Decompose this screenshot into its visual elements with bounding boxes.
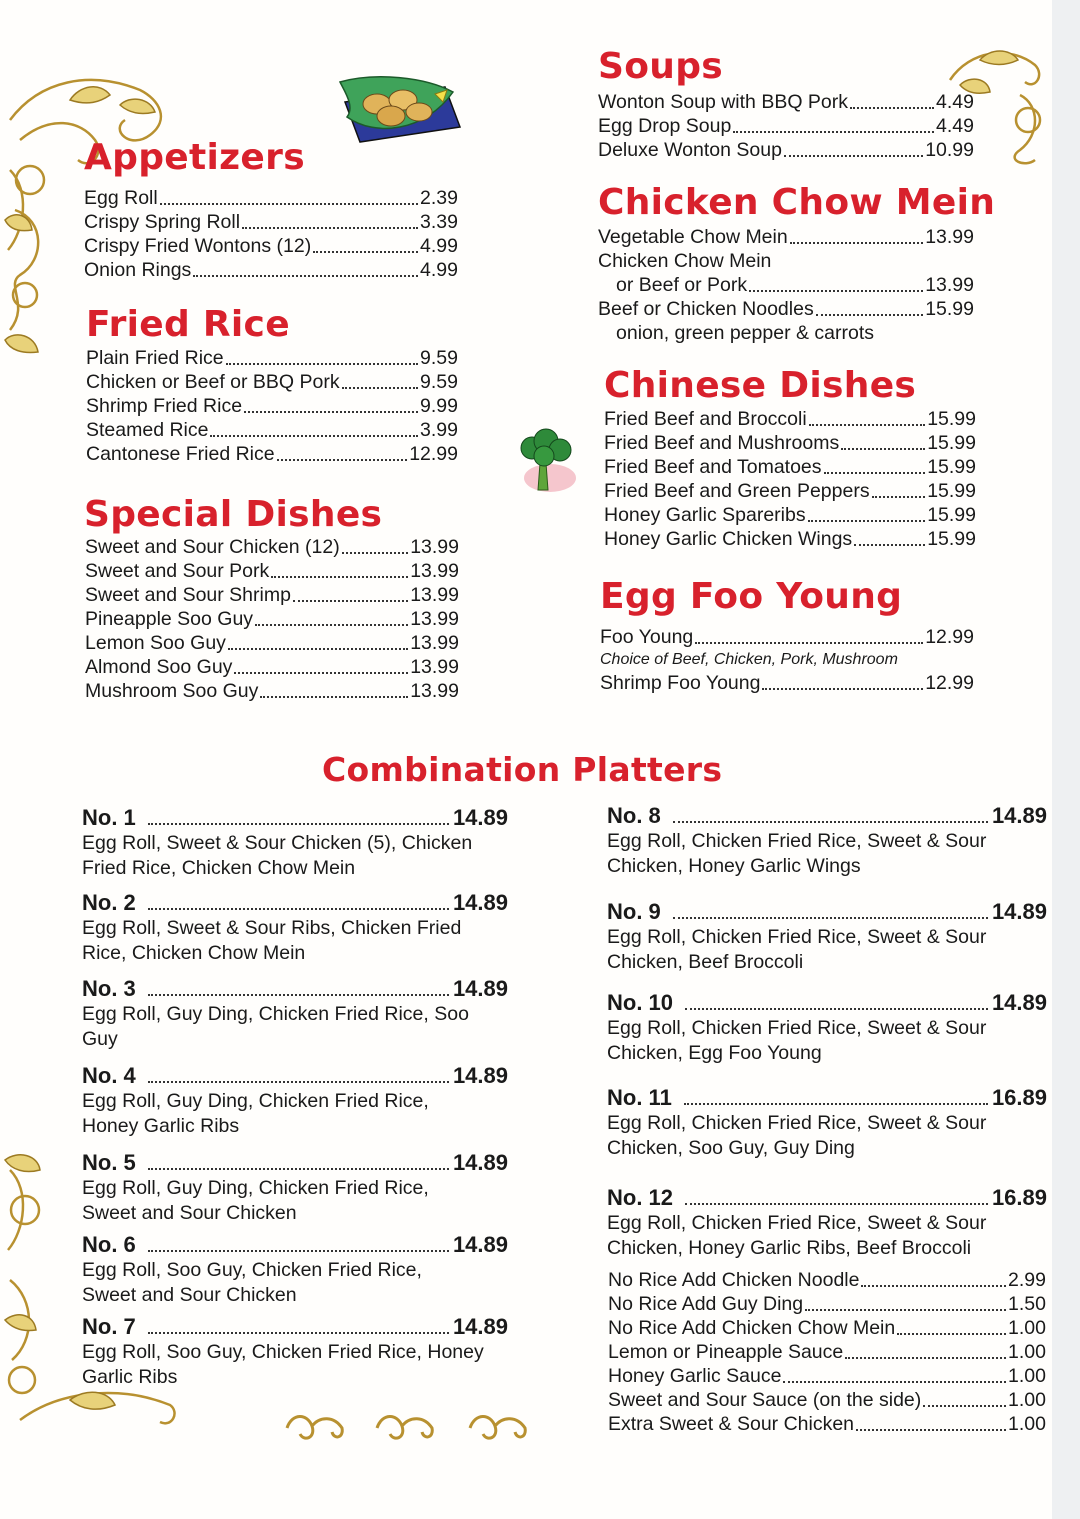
combo-platter: No. 1 14.89 Egg Roll, Sweet & Sour Chicken (5), Chicken Fried Rice, Chicken Chow Mein bbox=[82, 805, 508, 879]
menu-item: Sweet and Sour Sauce (on the side) 1.00 bbox=[608, 1389, 1046, 1411]
special-dishes-heading: Special Dishes bbox=[84, 494, 383, 535]
menu-item: Sweet and Sour Shrimp 13.99 bbox=[85, 584, 459, 606]
menu-item: Beef or Chicken Noodles 15.99 bbox=[598, 298, 974, 320]
menu-item: Deluxe Wonton Soup 10.99 bbox=[598, 139, 974, 161]
appetizers-list bbox=[84, 186, 458, 282]
menu-item: Almond Soo Guy 13.99 bbox=[85, 656, 459, 678]
fried-rice-list bbox=[86, 346, 458, 466]
menu-item: Lemon or Pineapple Sauce 1.00 bbox=[608, 1341, 1046, 1363]
combo-platter: No. 5 14.89 Egg Roll, Guy Ding, Chicken Fried Rice, Sweet and Sour Chicken bbox=[82, 1150, 508, 1224]
combination-platters-heading: Combination Platters bbox=[322, 750, 723, 789]
menu-item: Fried Beef and Tomatoes 15.99 bbox=[604, 456, 976, 478]
chinese-dishes-list bbox=[604, 407, 976, 551]
menu-item: Egg Roll 2.39 bbox=[84, 187, 458, 209]
special-dishes-list bbox=[85, 535, 459, 703]
menu-item: Honey Garlic Spareribs 15.99 bbox=[604, 504, 976, 526]
chow-mein-list bbox=[598, 225, 974, 345]
menu-item: Steamed Rice 3.99 bbox=[86, 419, 458, 441]
menu-item: Mushroom Soo Guy 13.99 bbox=[85, 680, 459, 702]
broccoli-illustration bbox=[510, 428, 582, 496]
menu-item: Lemon Soo Guy 13.99 bbox=[85, 632, 459, 654]
combo-platter: No. 12 16.89 Egg Roll, Chicken Fried Rice, Sweet & Sour Chicken, Honey Garlic Ribs, Beef Broccoli bbox=[607, 1185, 1047, 1259]
menu-item: Pineapple Soo Guy 13.99 bbox=[85, 608, 459, 630]
menu-item: No Rice Add Guy Ding 1.50 bbox=[608, 1293, 1046, 1315]
combo-platter: No. 10 14.89 Egg Roll, Chicken Fried Rice, Sweet & Sour Chicken, Egg Foo Young bbox=[607, 990, 1047, 1064]
menu-item: Foo Young 12.99 bbox=[600, 626, 974, 648]
menu-item: No Rice Add Chicken Chow Mein 1.00 bbox=[608, 1317, 1046, 1339]
extras-list bbox=[608, 1268, 1046, 1436]
combo-platter: No. 11 16.89 Egg Roll, Chicken Fried Rice, Sweet & Sour Chicken, Soo Guy, Guy Ding bbox=[607, 1085, 1047, 1159]
combo-platter: No. 7 14.89 Egg Roll, Soo Guy, Chicken Fried Rice, Honey Garlic Ribs bbox=[82, 1314, 508, 1388]
soups-heading: Soups bbox=[598, 46, 723, 87]
scroll-flourish-ornament bbox=[282, 1408, 542, 1448]
page-edge bbox=[1052, 0, 1080, 1519]
menu-item: Shrimp Foo Young 12.99 bbox=[600, 672, 974, 694]
appetizers-heading: Appetizers bbox=[84, 137, 305, 178]
menu-item: Sweet and Sour Pork 13.99 bbox=[85, 560, 459, 582]
menu-item: Shrimp Fried Rice 9.99 bbox=[86, 395, 458, 417]
fried-rice-heading: Fried Rice bbox=[86, 304, 290, 345]
menu-item: Fried Beef and Mushrooms 15.99 bbox=[604, 432, 976, 454]
soups-list bbox=[598, 90, 974, 162]
combo-platter: No. 3 14.89 Egg Roll, Guy Ding, Chicken Fried Rice, Soo Guy bbox=[82, 976, 508, 1050]
menu-item: Crispy Fried Wontons (12) 4.99 bbox=[84, 235, 458, 257]
menu-item: Onion Rings 4.99 bbox=[84, 259, 458, 281]
egg-foo-young-list bbox=[600, 625, 974, 695]
egg-foo-young-heading: Egg Foo Young bbox=[600, 576, 903, 617]
menu-item: Vegetable Chow Mein 13.99 bbox=[598, 226, 974, 248]
menu-item: Chicken or Beef or BBQ Pork 9.59 bbox=[86, 371, 458, 393]
menu-item: Fried Beef and Green Peppers 15.99 bbox=[604, 480, 976, 502]
combo-platter: No. 9 14.89 Egg Roll, Chicken Fried Rice, Sweet & Sour Chicken, Beef Broccoli bbox=[607, 899, 1047, 973]
menu-item: Plain Fried Rice 9.59 bbox=[86, 347, 458, 369]
menu-item: Sweet and Sour Chicken (12) 13.99 bbox=[85, 536, 459, 558]
menu-item: Honey Garlic Chicken Wings 15.99 bbox=[604, 528, 976, 550]
egg-roll-plate-illustration bbox=[335, 72, 465, 144]
chinese-dishes-heading: Chinese Dishes bbox=[604, 365, 917, 406]
combo-platter: No. 2 14.89 Egg Roll, Sweet & Sour Ribs, Chicken Fried Rice, Chicken Chow Mein bbox=[82, 890, 508, 964]
combo-platter: No. 6 14.89 Egg Roll, Soo Guy, Chicken Fried Rice, Sweet and Sour Chicken bbox=[82, 1232, 508, 1306]
menu-item-note: Choice of Beef, Chicken, Pork, Mushroom bbox=[600, 651, 898, 668]
menu-item: or Beef or Pork 13.99 bbox=[616, 274, 974, 296]
menu-item: Egg Drop Soup 4.49 bbox=[598, 115, 974, 137]
menu-item: Crispy Spring Roll 3.39 bbox=[84, 211, 458, 233]
menu-item: Fried Beef and Broccoli 15.99 bbox=[604, 408, 976, 430]
chow-mein-heading: Chicken Chow Mein bbox=[598, 182, 996, 223]
menu-item-note: onion, green pepper & carrots bbox=[616, 322, 874, 344]
menu-item-name-line: Chicken Chow Mein bbox=[598, 250, 772, 272]
menu-item: Cantonese Fried Rice 12.99 bbox=[86, 443, 458, 465]
menu-item: Extra Sweet & Sour Chicken 1.00 bbox=[608, 1413, 1046, 1435]
menu-item: Wonton Soup with BBQ Pork 4.49 bbox=[598, 91, 974, 113]
combo-platter: No. 4 14.89 Egg Roll, Guy Ding, Chicken Fried Rice, Honey Garlic Ribs bbox=[82, 1063, 508, 1137]
menu-item: Honey Garlic Sauce 1.00 bbox=[608, 1365, 1046, 1387]
combo-platter: No. 8 14.89 Egg Roll, Chicken Fried Rice, Sweet & Sour Chicken, Honey Garlic Wings bbox=[607, 803, 1047, 877]
menu-item: No Rice Add Chicken Noodle 2.99 bbox=[608, 1269, 1046, 1291]
